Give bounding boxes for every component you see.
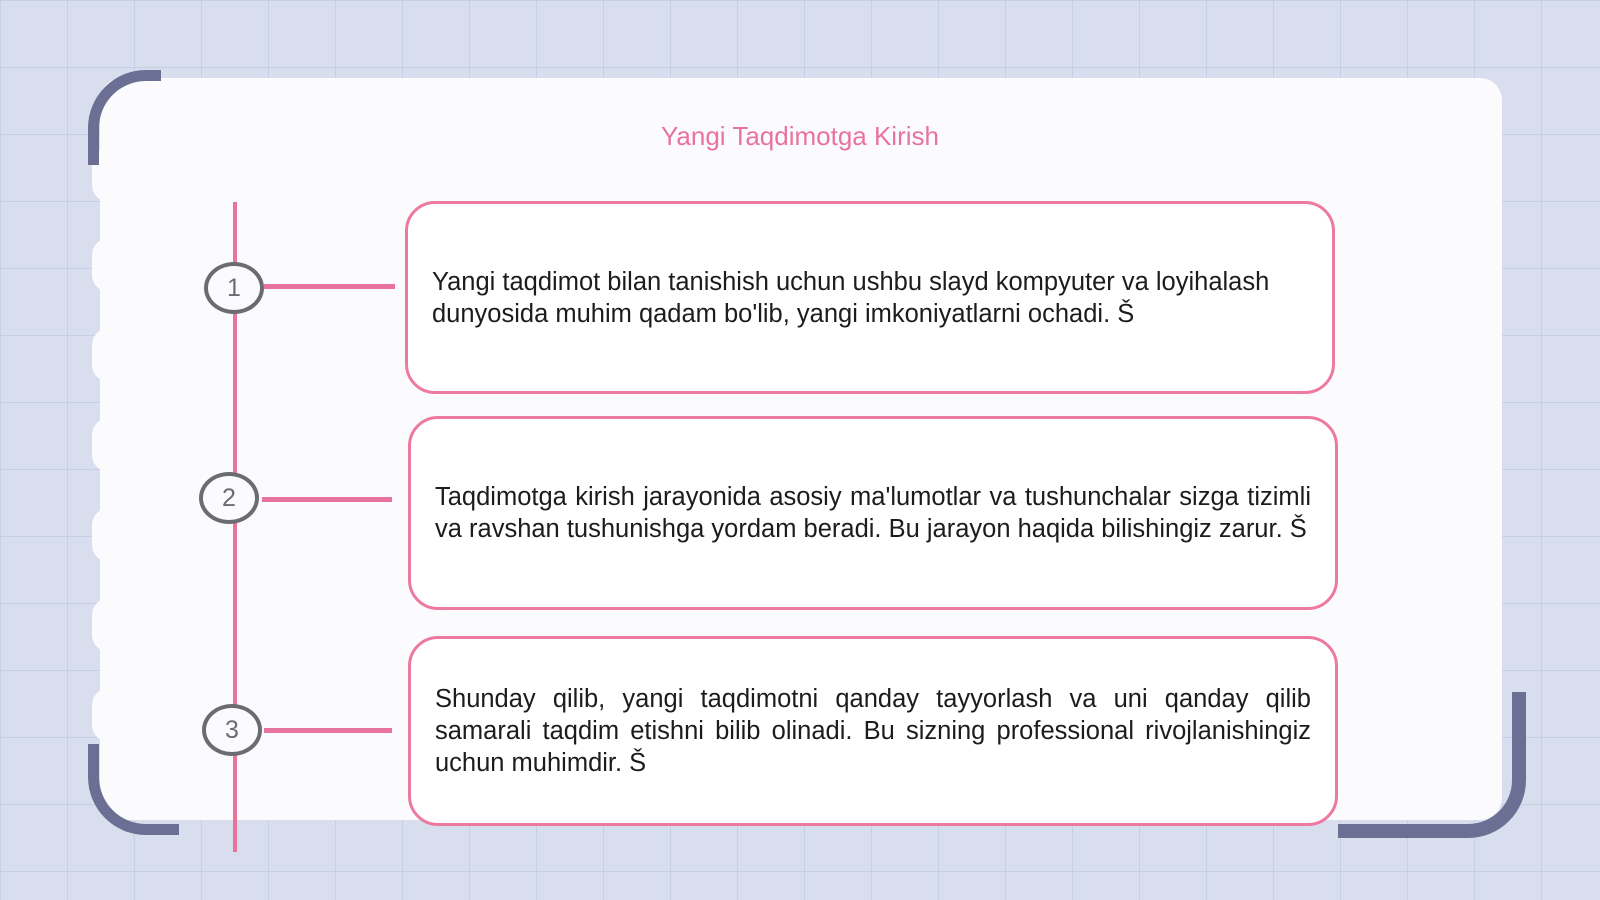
card-scallop <box>92 508 126 562</box>
timeline-connector <box>262 497 392 502</box>
card-scallop <box>92 238 126 292</box>
card-scallop <box>92 598 126 652</box>
card-scallop <box>92 328 126 382</box>
step-marker-2 <box>199 472 259 524</box>
timeline-connector <box>264 284 395 289</box>
timeline-connector <box>264 728 392 733</box>
step-marker-3 <box>202 704 262 756</box>
slide-title: Yangi Taqdimotga Kirish <box>661 121 939 151</box>
corner-bracket-bottom-left <box>88 744 179 835</box>
step-box-2 <box>408 416 1338 610</box>
step-number: 3 <box>225 715 239 744</box>
card-scallop <box>92 418 126 472</box>
step-text: Taqdimotga kirish jarayonida asosiy ma'lumotlar va tushunchalar sizga tizimli va ravshan tushunishga yordam beradi. Bu jarayon haqida bilishingiz zarur. Š <box>435 483 1311 543</box>
step-number: 2 <box>222 483 236 512</box>
card-scallop <box>92 688 126 742</box>
step-text: Shunday qilib, yangi taqdimotni qanday tayyorlash va uni qanday qilib samarali taqdim etishni bilib olinadi. Bu sizning professional rivojlanishingiz uchun muhimdir. Š <box>435 685 1311 777</box>
step-box-3 <box>408 636 1338 826</box>
step-marker-1 <box>204 262 264 314</box>
corner-bracket-bottom-right <box>1338 692 1526 838</box>
step-number: 1 <box>227 273 241 302</box>
step-box-1 <box>405 201 1335 394</box>
step-text: Yangi taqdimot bilan tanishish uchun ushbu slayd kompyuter va loyihalash dunyosida muhim qadam bo'lib, yangi imkoniyatlarni ochadi. Š <box>432 267 1270 328</box>
